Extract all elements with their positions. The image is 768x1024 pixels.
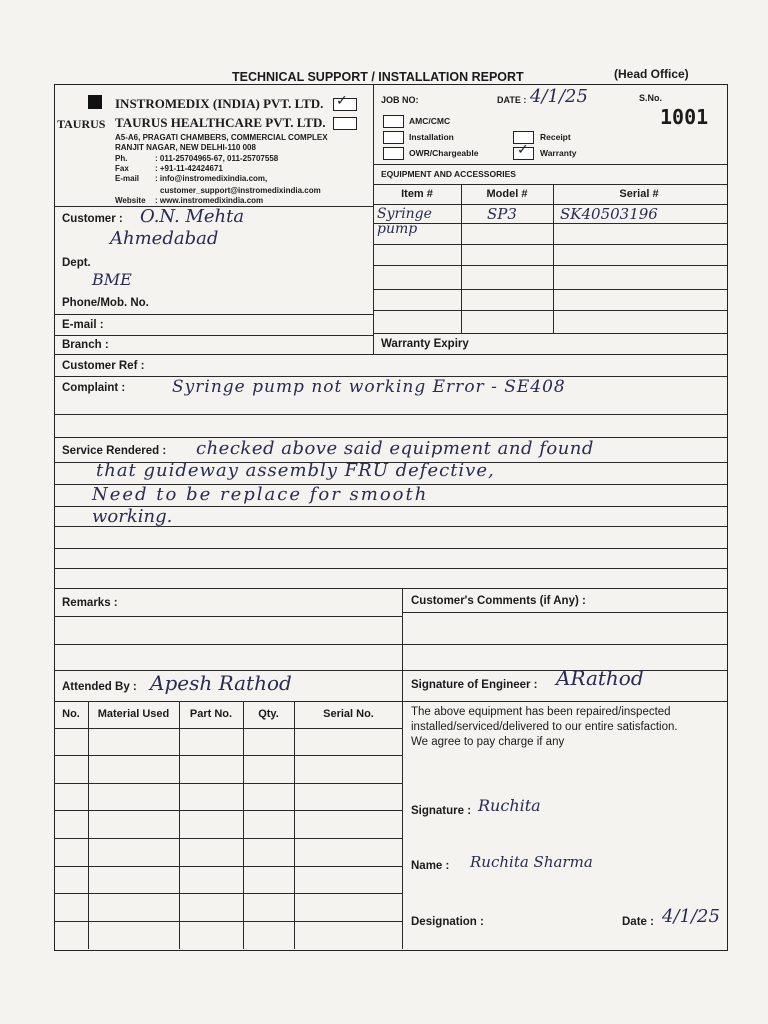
sno-label: S.No. (639, 93, 663, 103)
serial-value[interactable]: SK40503196 (560, 205, 658, 223)
col-serial-no: Serial No. (323, 708, 374, 720)
check-mark-icon: ✓ (336, 92, 348, 108)
phone-label: Phone/Mob. No. (62, 297, 149, 309)
amc-label: AMC/CMC (409, 116, 451, 126)
installation-label: Installation (409, 132, 454, 142)
col-material-used: Material Used (97, 708, 170, 720)
company2-checkbox[interactable] (333, 117, 357, 130)
owr-label: OWR/Chargeable (409, 148, 479, 158)
ack-text-1: The above equipment has been repaired/inspected (411, 706, 671, 718)
amc-checkbox[interactable] (383, 115, 404, 128)
website-value: : www.instromedixindia.com (155, 196, 264, 205)
branch-label: Branch : (62, 339, 109, 351)
report-title: TECHNICAL SUPPORT / INSTALLATION REPORT (232, 70, 524, 84)
email-label: E-mail (115, 174, 140, 183)
ack-date-label: Date : (622, 916, 654, 928)
fax-value: : +91-11-42424671 (155, 164, 223, 173)
service-label: Service Rendered : (62, 445, 167, 457)
company1-name: INSTROMEDIX (INDIA) PVT. LTD. (115, 96, 324, 111)
engineer-signature[interactable]: ARathod (556, 666, 644, 690)
equipment-header: EQUIPMENT AND ACCESSORIES (381, 169, 516, 179)
col-serial: Serial # (619, 188, 659, 200)
dept-value[interactable]: BME (92, 270, 132, 289)
head-office-label: (Head Office) (614, 67, 689, 81)
name-label: Name : (411, 860, 450, 872)
engineer-signature-label: Signature of Engineer : (411, 679, 538, 691)
job-no-label: JOB NO: (381, 95, 419, 105)
warranty-expiry-label: Warranty Expiry (381, 338, 469, 350)
instromedix-logo-icon (88, 95, 102, 109)
check-mark-icon: ✓ (517, 141, 529, 157)
attended-by-label: Attended By : (62, 681, 137, 693)
phone-label: Ph. (115, 154, 128, 163)
website-label: Website (115, 196, 146, 205)
service-line-2[interactable]: that guideway assembly FRU defective, (96, 460, 495, 481)
date-label: DATE : (497, 95, 527, 105)
col-item: Item # (401, 188, 433, 200)
customer-signature-label: Signature : (411, 805, 472, 817)
ack-text-3: We agree to pay charge if any (411, 736, 565, 748)
model-value[interactable]: SP3 (487, 205, 517, 223)
dept-label: Dept. (62, 257, 91, 269)
phone-value: : 011-25704965-67, 011-25707558 (155, 154, 279, 163)
service-line-3[interactable]: Need to be replace for smooth (92, 484, 429, 505)
designation-label: Designation : (411, 916, 484, 928)
email-value1: : info@instromedixindia.com, (155, 174, 268, 183)
col-no: No. (62, 708, 80, 720)
customer-signature[interactable]: Ruchita (478, 796, 541, 815)
company2-name: TAURUS HEALTHCARE PVT. LTD. (115, 115, 326, 130)
fax-label: Fax (115, 164, 129, 173)
owr-checkbox[interactable] (383, 147, 404, 160)
col-model: Model # (486, 188, 528, 200)
customer-comments-label: Customer's Comments (if Any) : (411, 595, 586, 607)
job-date-value[interactable]: 4/1/25 (530, 86, 588, 107)
remarks-label: Remarks : (62, 597, 118, 609)
item-value[interactable]: Syringe pump (377, 206, 432, 237)
sno-value: 1001 (660, 105, 709, 129)
email-label: E-mail : (62, 319, 104, 331)
customer-city[interactable]: Ahmedabad (110, 228, 219, 249)
complaint-value[interactable]: Syringe pump not working Error - SE408 (172, 377, 566, 397)
receipt-label: Receipt (540, 132, 571, 142)
service-line-4[interactable]: working. (92, 506, 173, 527)
email-value2: customer_support@instromedixindia.com (160, 186, 321, 195)
service-line-1[interactable]: checked above said equipment and found (196, 438, 594, 459)
ack-text-2: installed/serviced/delivered to our entire satisfaction. (411, 721, 678, 733)
warranty-label: Warranty (540, 148, 577, 158)
installation-checkbox[interactable] (383, 131, 404, 144)
ack-date-value[interactable]: 4/1/25 (662, 906, 720, 927)
address-line2: RANJIT NAGAR, NEW DELHI-110 008 (115, 143, 256, 152)
taurus-logo: TAURUS (57, 117, 106, 131)
attended-by-value[interactable]: Apesh Rathod (150, 671, 292, 695)
col-qty: Qty. (258, 708, 279, 720)
col-part-no: Part No. (189, 708, 233, 720)
customer-value[interactable]: O.N. Mehta (140, 206, 245, 227)
complaint-label: Complaint : (62, 382, 126, 394)
customer-ref-label: Customer Ref : (62, 360, 145, 372)
name-value[interactable]: Ruchita Sharma (470, 853, 593, 871)
address-line1: A5-A6, PRAGATI CHAMBERS, COMMERCIAL COMPLEX (115, 133, 328, 142)
customer-label: Customer : (62, 213, 123, 225)
